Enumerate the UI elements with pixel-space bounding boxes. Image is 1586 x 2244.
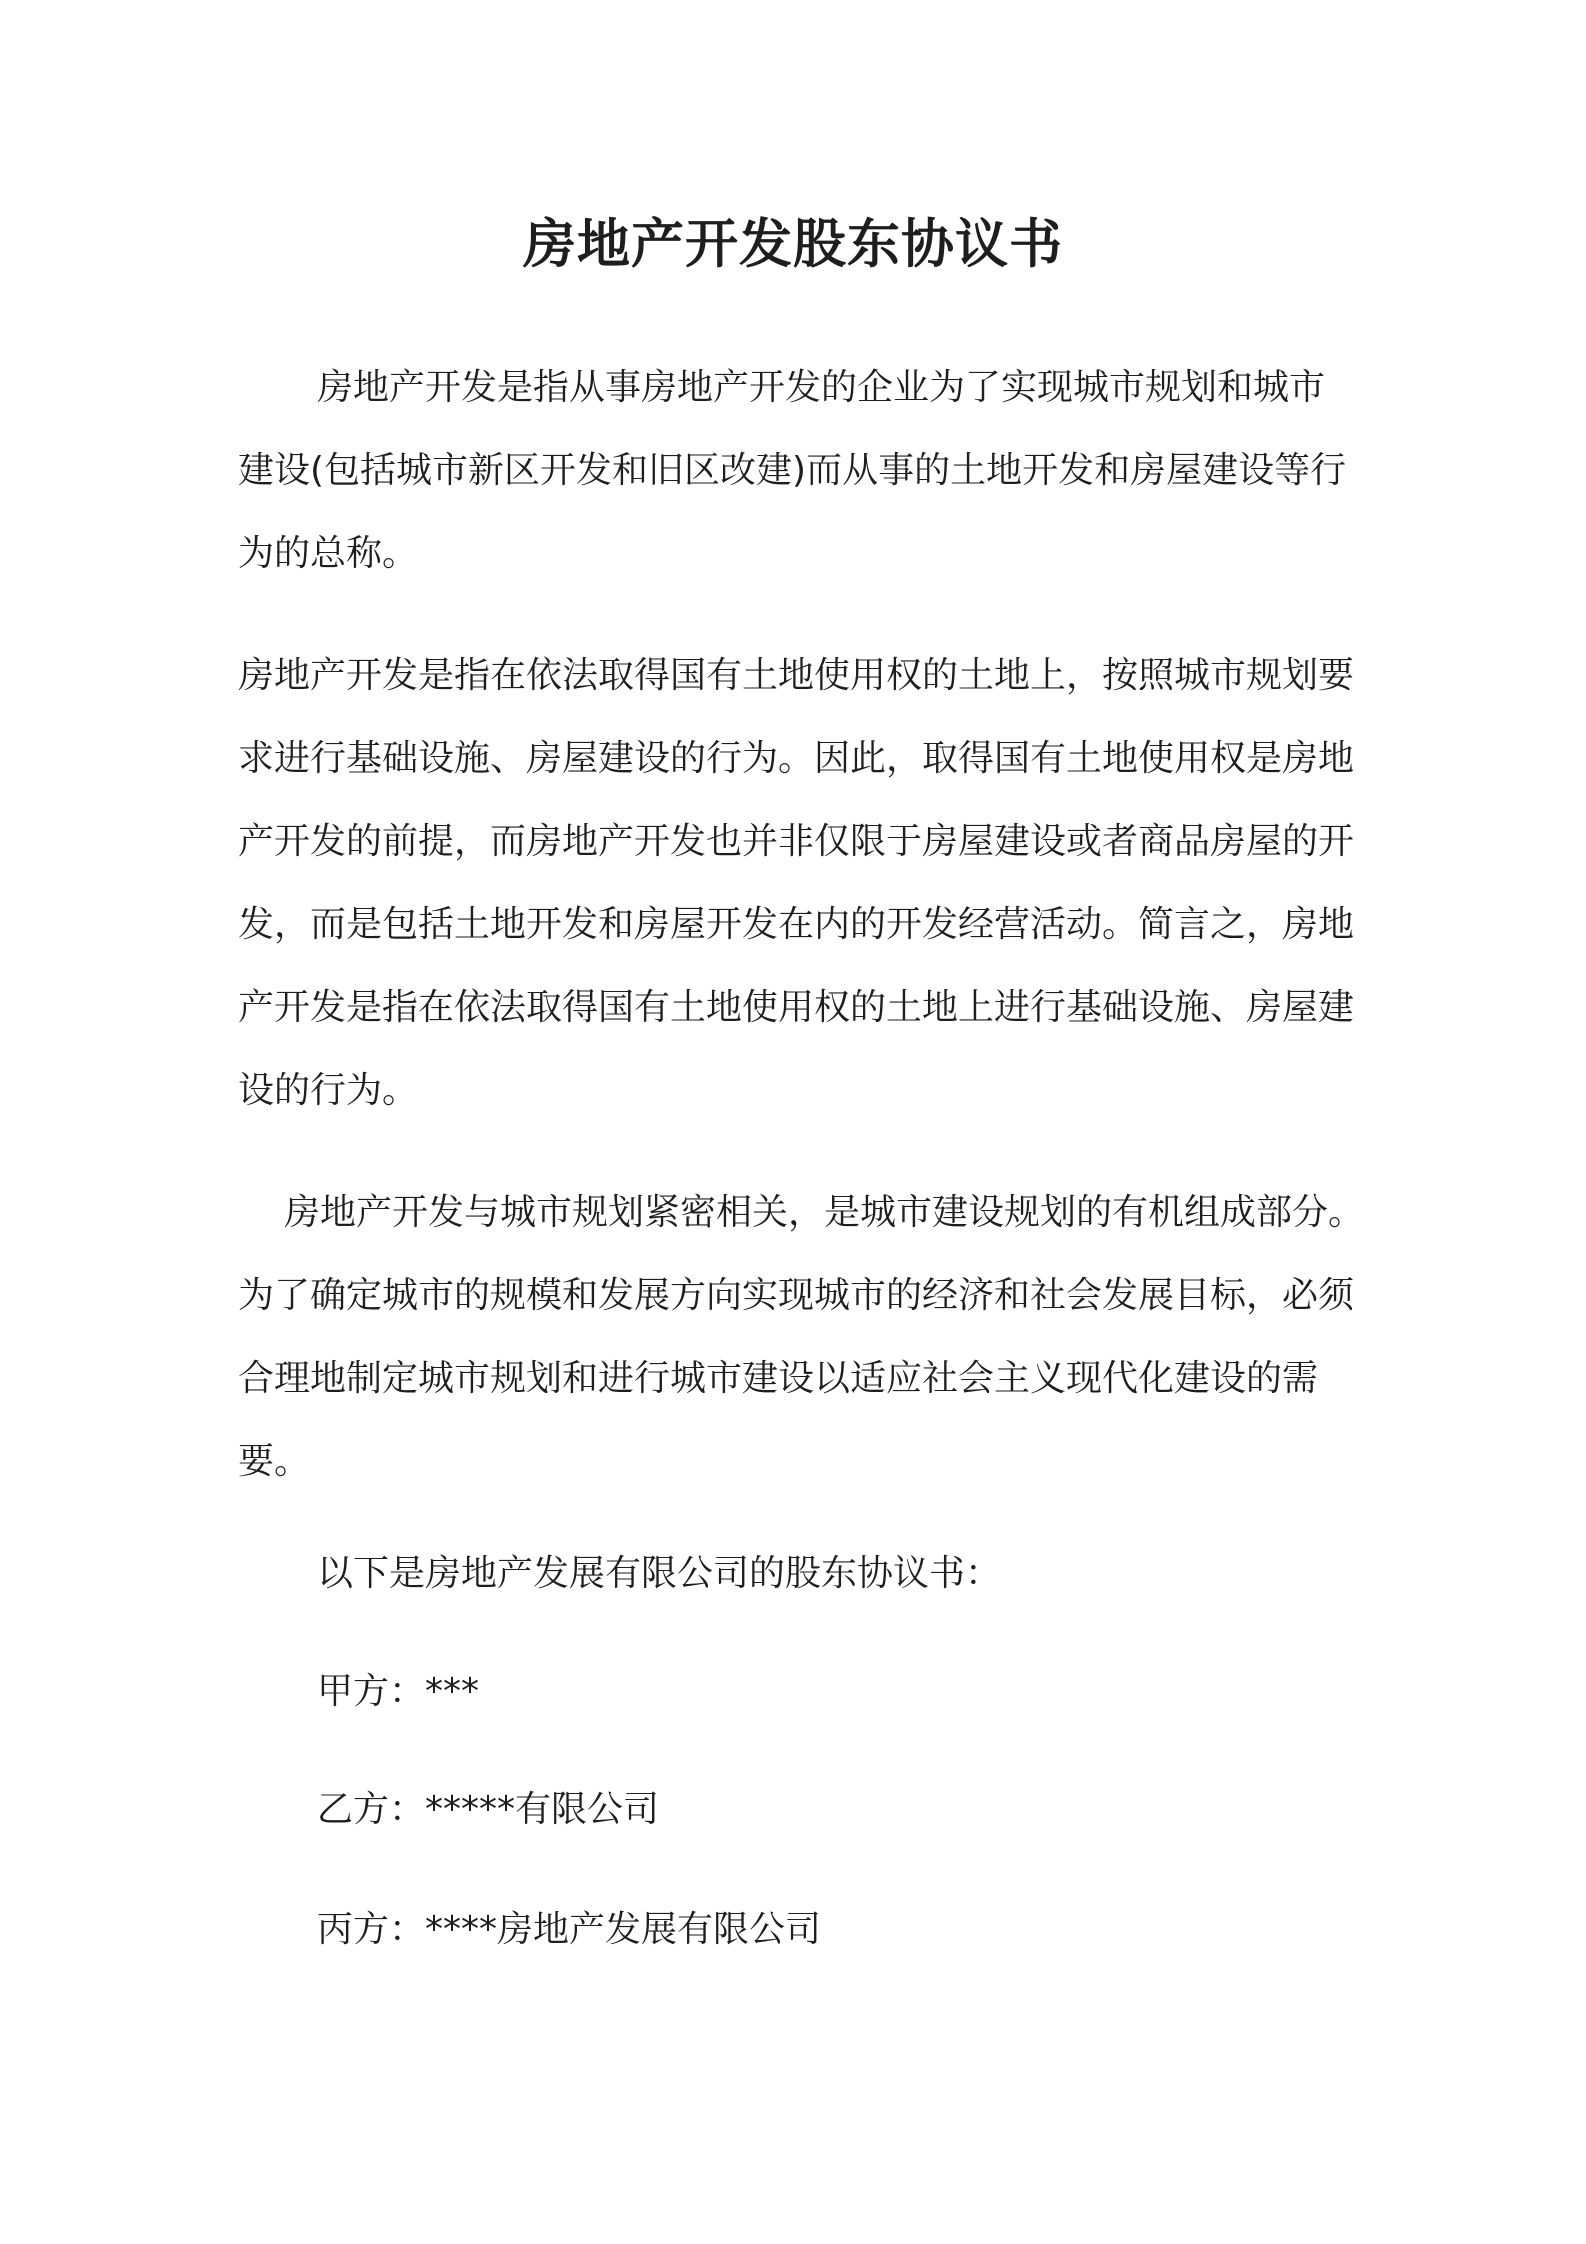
party-b: 乙方：*****有限公司 [317,1789,660,1830]
text-line: 房地产开发是指从事房地产开发的企业为了实现城市规划和城市 [317,367,1326,408]
text-line: 房地产开发是指在依法取得国有土地使用权的土地上，按照城市规划要 [238,655,1355,696]
paragraph-definition [238,346,1378,595]
party-c: 丙方：****房地产发展有限公司 [317,1909,822,1950]
text-line: 发，而是包括土地开发和房屋开发在内的开发经营活动。简言之，房地 [238,904,1355,945]
text-line: 产开发的前提，而房地产开发也并非仅限于房屋建设或者商品房屋的开 [238,821,1355,862]
text-line: 房地产开发与城市规划紧密相关，是城市建设规划的有机组成部分。 [284,1192,1365,1233]
document-title: 房地产开发股东协议书 [523,214,1063,275]
text-line: 合理地制定城市规划和进行城市建设以适应社会主义现代化建设的需 [238,1358,1319,1399]
text-line: 要。 [238,1441,311,1482]
party-a: 甲方：*** [317,1671,480,1712]
text-line: 为了确定城市的规模和发展方向实现城市的经济和社会发展目标，必须 [238,1275,1355,1316]
agreement-intro: 以下是房地产发展有限公司的股东协议书： [317,1553,1002,1594]
paragraph-land-use [238,634,1378,1132]
text-line: 设的行为。 [238,1070,419,1111]
text-line: 为的总称。 [238,533,419,574]
text-line: 求进行基础设施、房屋建设的行为。因此，取得国有土地使用权是房地 [238,738,1355,779]
text-line: 产开发是指在依法取得国有土地使用权的土地上进行基础设施、房屋建 [238,987,1355,1028]
paragraph-urban-planning [238,1171,1378,1503]
text-line: 建设(包括城市新区开发和旧区改建)而从事的土地开发和房屋建设等行 [238,450,1347,491]
